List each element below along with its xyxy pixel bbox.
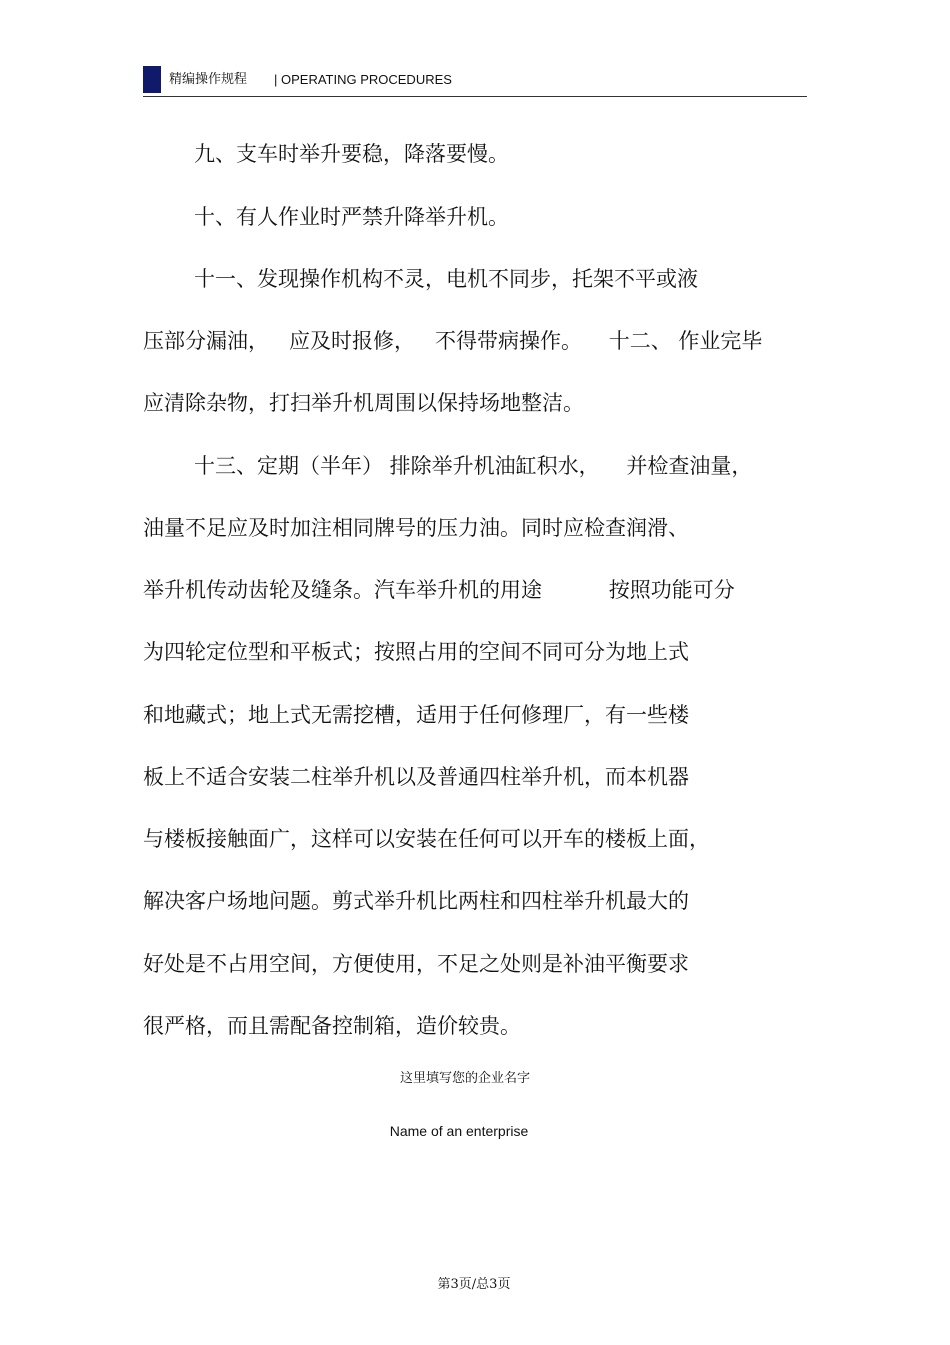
enterprise-name-en: Name of an enterprise bbox=[389, 1123, 529, 1139]
body-line: 和地藏式；地上式无需挖槽，适用于任何修理厂，有一些楼 bbox=[143, 703, 689, 727]
body-line: 十三、定期（半年） 排除举升机油缸积水， 并检查油量， bbox=[194, 454, 753, 478]
enterprise-name-cn: 这里填写您的企业名字 bbox=[399, 1071, 530, 1086]
body-line: 为四轮定位型和平板式；按照占用的空间不同可分为地上式 bbox=[143, 640, 689, 664]
body-line: 九、支车时举升要稳，降落要慢。 bbox=[194, 142, 509, 166]
body-line: 油量不足应及时加注相同牌号的压力油。同时应检查润滑、 bbox=[143, 516, 689, 540]
body-line: 举升机传动齿轮及缝条。汽车举升机的用途 按照功能可分 bbox=[143, 578, 735, 602]
body-line: 十、有人作业时严禁升降举升机。 bbox=[194, 205, 509, 229]
body-line: 与楼板接触面广，这样可以安装在任何可以开车的楼板上面， bbox=[143, 827, 710, 851]
header-title-cn: 精编操作规程 bbox=[169, 72, 248, 87]
page-number: 第3页/总3页 bbox=[437, 1277, 511, 1292]
body-line: 应清除杂物，打扫举升机周围以保持场地整洁。 bbox=[143, 391, 584, 415]
body-line: 很严格，而且需配备控制箱，造价较贵。 bbox=[143, 1014, 521, 1038]
header-title-en: | OPERATING PROCEDURES bbox=[274, 72, 452, 87]
body-line: 解决客户场地问题。剪式举升机比两柱和四柱举升机最大的 bbox=[143, 889, 689, 913]
body-line: 压部分漏油， 应及时报修， 不得带病操作。 十二、 作业完毕 bbox=[143, 329, 763, 353]
body-line: 板上不适合安装二柱举升机以及普通四柱举升机，而本机器 bbox=[143, 765, 689, 789]
body-line: 好处是不占用空间，方便使用，不足之处则是补油平衡要求 bbox=[143, 952, 689, 976]
body-line: 十一、发现操作机构不灵，电机不同步，托架不平或液 bbox=[194, 267, 698, 291]
